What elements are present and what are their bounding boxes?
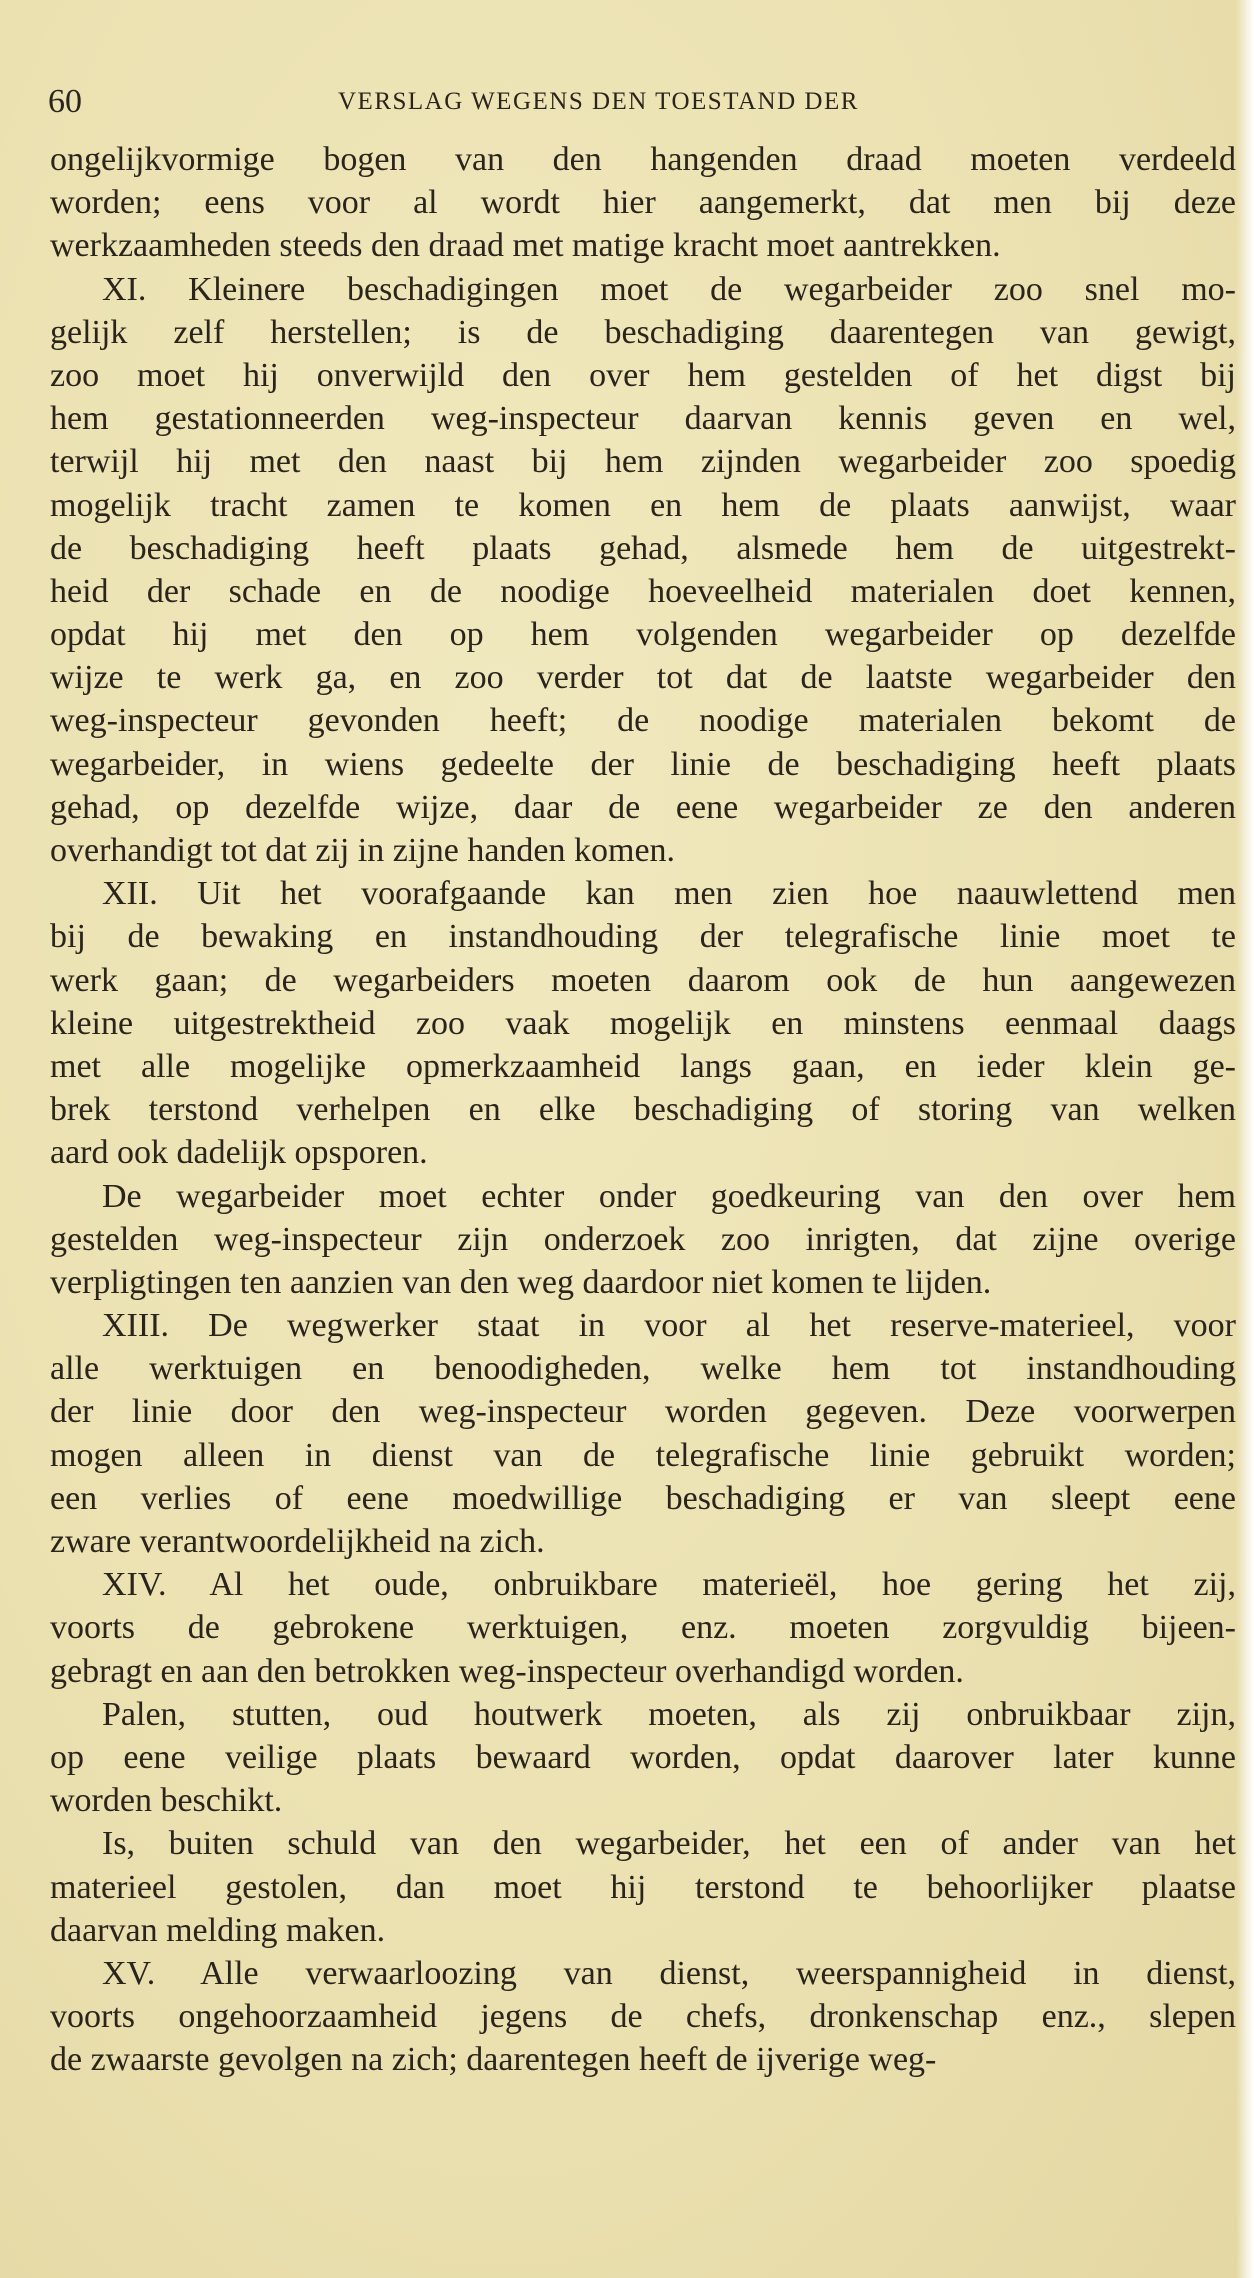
paragraph: [50, 1563, 1236, 1693]
text-line: voorts de gebrokene werktuigen, enz. moeten zorgvuldig bijeen-: [50, 1609, 1236, 1647]
text-line: Is, buiten schuld van den wegarbeider, het een of ander van het: [102, 1825, 1236, 1863]
text-line: XI. Kleinere beschadigingen moet de wegarbeider zoo snel mo-: [102, 270, 1236, 308]
text-line: voorts ongehoorzaamheid jegens de chefs, dronkenschap enz., slepen: [50, 1998, 1236, 2036]
text-line: wijze te werk ga, en zoo verder tot dat de laatste wegarbeider den: [50, 659, 1236, 697]
text-line: bij de bewaking en instandhouding der telegrafische linie moet te: [50, 918, 1236, 956]
text-line: worden beschikt.: [50, 1782, 283, 1820]
text-line: mogen alleen in dienst van de telegrafische linie gebruikt worden;: [50, 1436, 1236, 1474]
text-line: verpligtingen ten aanzien van den weg daardoor niet komen te lijden.: [50, 1263, 992, 1301]
body-text: [50, 138, 1236, 2081]
text-line: De wegarbeider moet echter onder goedkeuring van den over hem: [102, 1177, 1236, 1215]
text-line: terwijl hij met den naast bij hem zijnden wegarbeider zoo spoedig: [50, 443, 1236, 481]
text-line: XIII. De wegwerker staat in voor al het reserve-materieel, voor: [102, 1307, 1236, 1345]
paragraph: [50, 138, 1236, 268]
text-line: werkzaamheden steeds den draad met matige kracht moet aantrekken.: [50, 227, 1001, 265]
text-line: een verlies of eene moedwillige beschadiging er van sleept eene: [50, 1479, 1236, 1517]
text-line: overhandigt tot dat zij in zijne handen komen.: [50, 832, 676, 869]
text-line: Palen, stutten, oud houtwerk moeten, als zij onbruikbaar zijn,: [102, 1695, 1236, 1733]
paragraph: [50, 1304, 1236, 1563]
paragraph: [50, 1952, 1236, 2082]
text-line: XIV. Al het oude, onbruikbare materieël, hoe gering het zij,: [102, 1566, 1236, 1604]
text-line: alle werktuigen en benoodigheden, welke hem tot instandhouding: [50, 1350, 1236, 1388]
text-line: gehad, op dezelfde wijze, daar de eene wegarbeider ze den anderen: [50, 788, 1236, 826]
text-line: daarvan melding maken.: [50, 1911, 386, 1949]
page-number: 60: [48, 83, 82, 120]
text-line: hem gestationneerden weg-inspecteur daarvan kennis geven en wel,: [50, 400, 1236, 438]
paragraph: [50, 872, 1236, 1174]
text-line: XV. Alle verwaarloozing van dienst, weerspannigheid in dienst,: [102, 1954, 1236, 1992]
page-edge: [1236, 0, 1254, 2278]
paragraph: [50, 1693, 1236, 1823]
text-line: wegarbeider, in wiens gedeelte der linie de beschadiging heeft plaats: [50, 745, 1236, 783]
text-line: opdat hij met den op hem volgenden wegarbeider op dezelfde: [50, 616, 1236, 654]
text-line: worden; eens voor al wordt hier aangemerkt, dat men bij deze: [50, 184, 1236, 222]
paragraph: [50, 268, 1236, 873]
text-line: materieel gestolen, dan moet hij terstond te behoorlijker plaatse: [50, 1868, 1236, 1906]
paragraph: [50, 1822, 1236, 1952]
text-line: brek terstond verhelpen en elke beschadiging of storing van welken: [50, 1091, 1236, 1129]
text-line: zware verantwoordelijkheid na zich.: [50, 1523, 545, 1560]
text-line: mogelijk tracht zamen te komen en hem de plaats aanwijst, waar: [50, 486, 1236, 524]
text-line: XII. Uit het voorafgaande kan men zien hoe naauwlettend men: [102, 875, 1236, 913]
text-line: zoo moet hij onverwijld den over hem gestelden of het digst bij: [50, 356, 1236, 394]
paragraph: [50, 1175, 1236, 1305]
text-line: gebragt en aan den betrokken weg-inspecteur overhandigd worden.: [50, 1652, 964, 1690]
running-title: VERSLAG WEGENS DEN TOESTAND DER: [338, 88, 859, 115]
text-line: kleine uitgestrektheid zoo vaak mogelijk en minstens eenmaal daags: [50, 1004, 1236, 1042]
text-line: de beschadiging heeft plaats gehad, alsmede hem de uitgestrekt-: [50, 529, 1236, 567]
text-line: gestelden weg-inspecteur zijn onderzoek zoo inrigten, dat zijne overige: [50, 1220, 1236, 1258]
text-line: op eene veilige plaats bewaard worden, opdat daarover later kunne: [50, 1738, 1236, 1776]
text-line: gelijk zelf herstellen; is de beschadiging daarentegen van gewigt,: [50, 313, 1236, 351]
text-line: heid der schade en de noodige hoeveelheid materialen doet kennen,: [50, 572, 1236, 610]
running-header: [48, 76, 1238, 128]
text-line: werk gaan; de wegarbeiders moeten daarom ook de hun aangewezen: [50, 961, 1236, 999]
text-line: weg-inspecteur gevonden heeft; de noodige materialen bekomt de: [50, 702, 1236, 740]
text-line: der linie door den weg-inspecteur worden gegeven. Deze voorwerpen: [50, 1393, 1236, 1431]
text-line: aard ook dadelijk opsporen.: [50, 1134, 428, 1172]
text-line: ongelijkvormige bogen van den hangenden draad moeten verdeeld: [50, 141, 1236, 178]
text-line: de zwaarste gevolgen na zich; daarentegen heeft de ijverige weg-: [50, 2041, 937, 2079]
text-line: met alle mogelijke opmerkzaamheid langs gaan, en ieder klein ge-: [50, 1047, 1236, 1085]
